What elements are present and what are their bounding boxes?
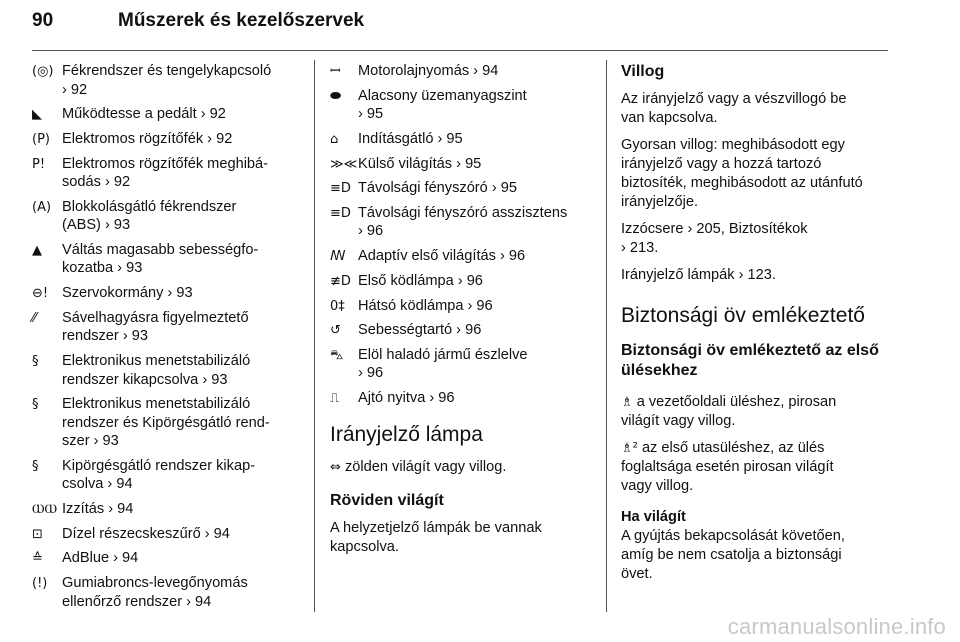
warning-list-text: AdBlue › 94 xyxy=(62,550,139,567)
warning-list-text: rendszer és Kipörgésgátló rend- xyxy=(62,414,270,431)
villog-heading: Villog xyxy=(621,63,665,80)
warning-list-text: › 96 xyxy=(358,365,384,382)
warning-list-item xyxy=(330,321,590,340)
column-divider-2 xyxy=(606,60,607,612)
warning-list-item xyxy=(330,346,590,383)
warning-list-item xyxy=(330,179,590,198)
vehicle-ahead-icon: ⛍ xyxy=(330,347,344,363)
lane-departure-icon: ⁄⁄ xyxy=(32,310,37,326)
seatbelt-driver-paragraph: ♗ a vezetőoldali üléshez, pirosan világít vagy villog. xyxy=(621,394,837,429)
warning-list-item xyxy=(32,395,304,451)
upshift-arrow-icon: ▲ xyxy=(32,242,42,258)
villog-paragraph-1: Az irányjelző vagy a vészvillogó be van kapcsolva. xyxy=(621,91,847,126)
warning-list-item xyxy=(32,155,304,192)
warning-list-text: Blokkolásgátló fékrendszer xyxy=(62,198,237,215)
warning-list-column-1 xyxy=(32,62,304,617)
warning-list-item xyxy=(32,457,304,494)
short-lit-body: A helyzetjelző lámpák be vannak kapcsolva. xyxy=(330,519,542,555)
warning-list-text: Indításgátló › 95 xyxy=(358,130,463,147)
high-beam-assist-icon: ≡D xyxy=(330,205,351,221)
warning-list-item xyxy=(32,105,304,124)
cruise-control-icon: ↺ xyxy=(330,323,341,339)
electric-parking-brake-icon: (P) xyxy=(32,131,50,147)
page-title: Műszerek és kezelőszervek xyxy=(118,10,365,31)
warning-list-item xyxy=(330,87,590,124)
door-open-icon: ⎍ xyxy=(330,391,340,407)
warning-list-text: › 96 xyxy=(358,223,384,240)
short-lit-heading: Röviden világít xyxy=(330,491,444,509)
warning-list-text: › 95 xyxy=(358,106,384,123)
warning-list-text: Elektronikus menetstabilizáló xyxy=(62,353,251,369)
header-divider xyxy=(32,50,888,51)
warning-list-item xyxy=(330,247,590,266)
warning-list-item xyxy=(32,198,304,235)
glow-plug-icon: ⲰⲰ xyxy=(32,502,58,518)
brake-system-icon: (◎) xyxy=(32,64,54,79)
villog-paragraph-2: Gyorsan villog: meghibásodott egy irányjelző vagy a hozzá tartozó biztosíték, meghibásodott az utánfutó irányjelzője. xyxy=(621,137,863,210)
warning-list-text: csolva › 94 xyxy=(62,476,133,493)
warning-list-text: Alacsony üzemanyagszint xyxy=(358,87,527,104)
warning-list-item xyxy=(32,549,304,568)
seatbelt-passenger-paragraph: ♗² az első utasüléshez, az ülés foglaltsága esetén pirosan világít vagy villog. xyxy=(621,440,834,494)
low-fuel-icon: ⬬ xyxy=(330,88,342,104)
warning-list-text: Elektronikus menetstabilizáló xyxy=(62,396,251,413)
warning-list-text: kozatba › 93 xyxy=(62,260,143,277)
warning-list-text: ellenőrző rendszer › 94 xyxy=(62,593,212,610)
esc-off-icon: § xyxy=(32,354,39,369)
warning-list-item xyxy=(330,155,590,174)
adaptive-lighting-icon: ꟿ xyxy=(330,249,346,265)
warning-list-text: (ABS) › 93 xyxy=(62,217,131,234)
warning-list-column-2 xyxy=(330,62,590,565)
page-number: 90 xyxy=(32,10,54,31)
oil-pressure-icon: ꟷ xyxy=(330,64,341,79)
warning-list-text: Működtesse a pedált › 92 xyxy=(62,106,226,123)
warning-list-text: › 92 xyxy=(62,81,88,98)
text-column-3 xyxy=(621,62,889,592)
watermark: carmanualsonline.info xyxy=(727,614,946,639)
turn-signal-heading: Irányjelző lámpa xyxy=(330,422,483,446)
villog-paragraph-3: Izzócsere › 205, Biztosítékok › 213. xyxy=(621,221,808,256)
warning-list-item xyxy=(32,500,304,519)
front-fog-lamp-icon: ≢D xyxy=(330,273,351,289)
warning-list-text: Távolsági fényszóró › 95 xyxy=(358,180,517,197)
if-lit-heading: Ha világít xyxy=(621,509,686,525)
warning-list-item xyxy=(330,272,590,291)
warning-list-item xyxy=(32,525,304,544)
warning-list-item xyxy=(32,62,304,99)
warning-list-item xyxy=(330,62,590,81)
turn-signal-intro: ⇔ zölden világít vagy villog. xyxy=(330,458,507,475)
press-pedal-icon: ◣ xyxy=(32,107,42,123)
page-header xyxy=(32,0,888,50)
warning-list-item xyxy=(330,297,590,316)
if-lit-paragraph: A gyújtás bekapcsolását követően, amíg be nem csatolja a biztonsági övet. xyxy=(621,528,845,582)
warning-list-text: Izzítás › 94 xyxy=(62,501,134,518)
warning-list-text: rendszer › 93 xyxy=(62,328,148,345)
seatbelt-passenger-icon: ♗² xyxy=(621,441,638,456)
warning-list-item xyxy=(32,241,304,278)
esc-traction-icon: § xyxy=(32,397,39,413)
abs-icon: (A) xyxy=(32,199,52,215)
diesel-particle-filter-icon: ⊡ xyxy=(32,526,43,542)
warning-list-text: Ajtó nyitva › 96 xyxy=(358,390,455,407)
warning-list-item xyxy=(32,352,304,389)
warning-list-item xyxy=(32,130,304,149)
rear-fog-lamp-icon: 0‡ xyxy=(330,298,345,314)
warning-list-item xyxy=(32,574,304,611)
immobilizer-icon: ⌂ xyxy=(330,131,339,147)
seatbelt-driver-icon: ♗ xyxy=(621,395,633,410)
warning-list-text: rendszer kikapcsolva › 93 xyxy=(62,371,228,388)
warning-list-item xyxy=(330,204,590,241)
seatbelt-subheading: Biztonsági öv emlékeztető az első ülésekhez xyxy=(621,342,879,379)
warning-list-text: Sebességtartó › 96 xyxy=(358,322,482,339)
warning-list-text: Motorolajnyomás › 94 xyxy=(358,63,499,79)
warning-list-text: Elöl haladó jármű észlelve xyxy=(358,346,528,363)
warning-list-text: Adaptív első világítás › 96 xyxy=(358,248,526,265)
warning-list-text: Kipörgésgátló rendszer kikap- xyxy=(62,457,256,474)
warning-list-text: Fékrendszer és tengelykapcsoló xyxy=(62,63,272,79)
tire-pressure-icon: (!) xyxy=(32,576,48,592)
warning-list-text: Elektromos rögzítőfék meghibá- xyxy=(62,155,269,172)
warning-list-text: Sávelhagyásra figyelmeztető xyxy=(62,309,249,326)
warning-list-item xyxy=(330,389,590,408)
adblue-icon: ≙ xyxy=(32,551,43,567)
warning-list-text: Távolsági fényszóró asszisztens xyxy=(358,204,568,221)
column-divider-1 xyxy=(314,60,315,612)
seatbelt-heading: Biztonsági öv emlékeztető xyxy=(621,304,865,327)
turn-signal-icon: ⇔ xyxy=(330,459,341,475)
warning-list-item xyxy=(32,284,304,303)
warning-list-text: Első ködlámpa › 96 xyxy=(358,272,483,289)
warning-list-text: Gumiabroncs-levegőnyomás xyxy=(62,575,248,592)
warning-list-text: szer › 93 xyxy=(62,433,119,450)
villog-paragraph-4: Irányjelző lámpák › 123. xyxy=(621,267,776,283)
power-steering-icon: ⊖! xyxy=(32,286,49,302)
warning-list-text: Elektromos rögzítőfék › 92 xyxy=(62,130,233,147)
warning-list-text: Dízel részecskeszűrő › 94 xyxy=(62,525,230,542)
traction-control-off-icon: § xyxy=(32,458,39,474)
exterior-lights-icon: ≫≪ xyxy=(330,156,358,172)
warning-list-text: Külső világítás › 95 xyxy=(358,155,482,172)
warning-list-text: sodás › 92 xyxy=(62,174,131,191)
warning-list-text: Hátsó ködlámpa › 96 xyxy=(358,297,493,314)
parking-brake-fault-icon: P! xyxy=(32,156,46,172)
warning-list-text: Váltás magasabb sebességfo- xyxy=(62,241,259,258)
warning-list-item xyxy=(330,130,590,149)
warning-list-item xyxy=(32,309,304,346)
high-beam-icon: ≡D xyxy=(330,181,351,197)
warning-list-text: Szervokormány › 93 xyxy=(62,285,193,302)
